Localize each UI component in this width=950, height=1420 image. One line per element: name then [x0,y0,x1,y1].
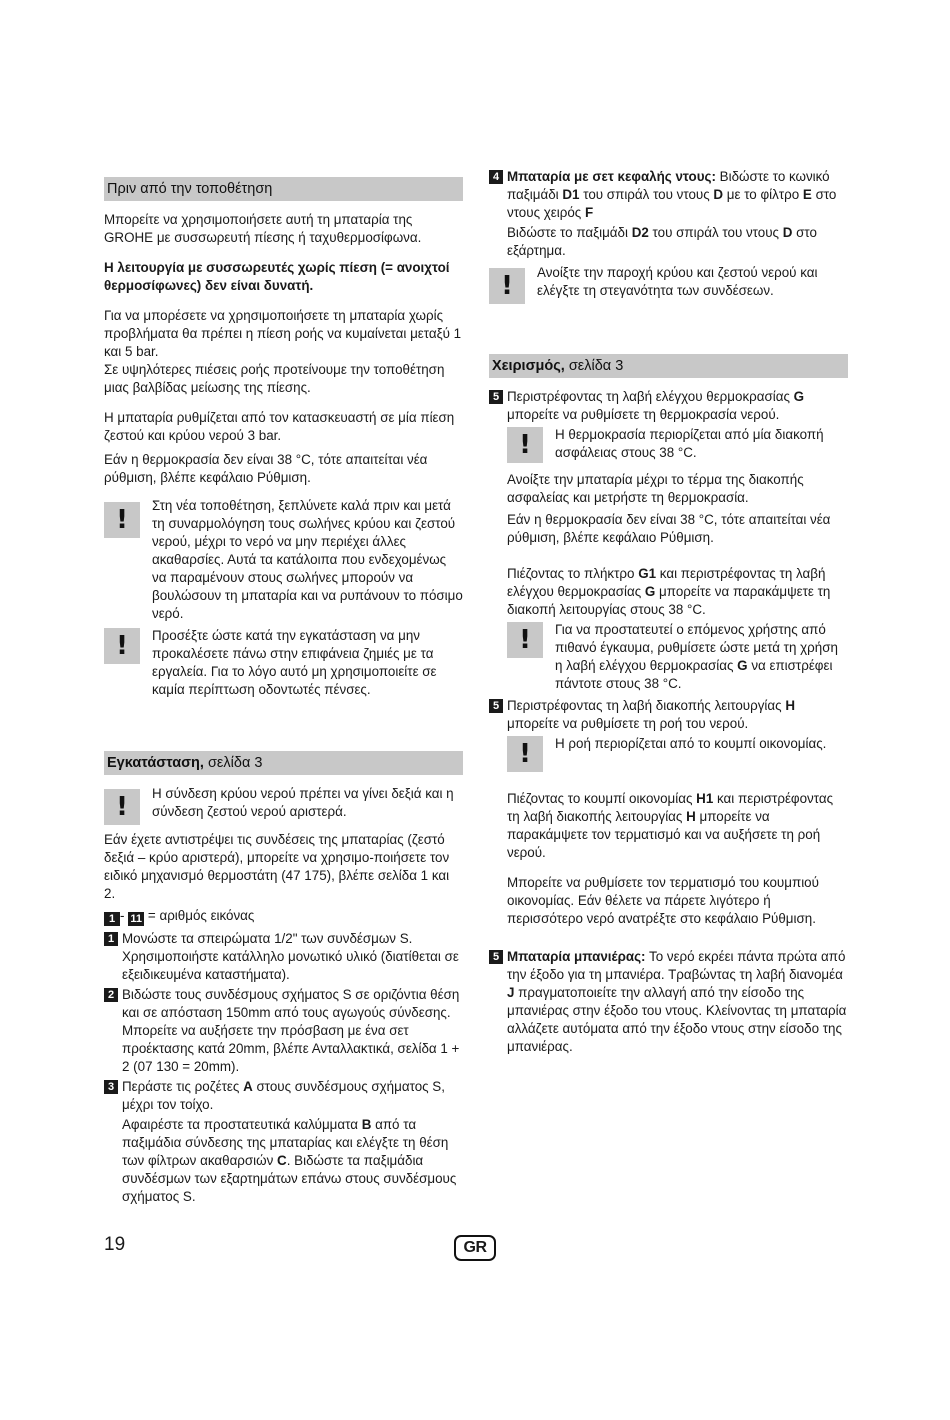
paragraph: Σε υψηλότερες πιέσεις ροής προτείνουμε την τοποθέτηση μιας βαλβίδας μείωσης της πίεσης. [104,362,445,395]
warning-block [104,497,463,623]
exclamation-icon: ! [507,427,543,463]
paragraph: Για να μπορέσετε να χρησιμοποιήσετε τη μπαταρία χωρίς προβλήματα θα πρέπει η πίεση ροής να κυμαίνεται μεταξύ 1 και 5 bar. [104,308,462,359]
paragraph: Εάν έχετε αντιστρέψει τις συνδέσεις της μπαταρίας (ζεστό δεξιά – κρύο αριστερά), μπορείτε να χρησιμο-ποιήσετε τον ειδικό μηχανισμό θερμοστάτη (47 175), βλέπε σελίδα 1 και 2. [104,832,450,901]
step-number-badge: 4 [489,170,503,184]
paragraph-bold: Η λειτουργία με συσσωρευτές χωρίς πίεση (= ανοιχτοί θερμοσίφωνες) δεν είναι δυνατή. [104,260,450,293]
step-number-badge: 5 [489,950,503,964]
warning-block [104,627,463,699]
figure-to-badge: 11 [128,912,144,926]
step-number-badge: 2 [104,988,118,1002]
step-3: 3 Περάστε τις ροζέτες A στους συνδέσμους σχήματος S, μέχρι τον τοίχο. [104,1078,463,1114]
step-3-continuation: Αφαιρέστε τα προστατευτικά καλύμματα B από τα παξιμάδια σύνδεσης της μπαταρίας και ελέγξτε τη θέση των φίλτρων ακαθαρσιών C. Βιδώστε τα παξιμάδια συνδέσμων των εξαρτημάτων επάνω στους συνδέσμους σχήματος S. [122,1117,457,1204]
country-code-badge: GR [454,1235,496,1261]
figure-from-badge: 1 [104,912,120,926]
figure-number-legend: 1 - 11 = αριθμός εικόνας [104,907,463,926]
warning-text: Η θερμοκρασία περιορίζεται από μία διακοπή ασφάλειας στους 38 °C. [555,427,824,460]
warning-block [104,785,463,825]
paragraph: Μπορείτε να ρυθμίσετε τον τερματισμό του κουμπιού οικονομίας. Εάν θέλετε να πάρετε λιγότερο ή περισσότερο νερό ανατρέξτε στο κεφάλαιο Ρύθμιση. [507,875,819,926]
step-number-badge: 5 [489,390,503,404]
warning-text: Η ροή περιορίζεται από το κουμπί οικονομίας. [555,736,827,751]
paragraph: Εάν η θερμοκρασία δεν είναι 38 °C, τότε απαιτείται νέα ρύθμιση, βλέπε κεφάλαιο Ρύθμιση. [104,452,428,485]
left-column [104,168,463,1210]
paragraph: Πιέζοντας το κουμπί οικονομίας H1 και περιστρέφοντας τη λαβή διακοπής λειτουργίας H μπορείτε να παρακάμψετε τον τερματισμό και να αυξήσετε τη ροή νερού. [507,791,834,860]
section-header-before-installation: Πριν από την τοποθέτηση [104,177,463,201]
operation-step-flow: 5 Περιστρέφοντας τη λαβή διακοπής λειτουργίας H μπορείτε να ρυθμίσετε τη ροή του νερού. [489,697,848,733]
warning-text: Η σύνδεση κρύου νερού πρέπει να γίνει δεξιά και η σύνδεση ζεστού νερού αριστερά. [152,786,454,819]
right-column [489,168,848,1058]
warning-block [489,735,848,772]
paragraph: Η μπαταρία ρυθμίζεται από τον κατασκευαστή σε μία πίεση ζεστού και κρύου νερού 3 bar. [104,410,455,443]
step-1: 1 Μονώστε τα σπειρώματα 1/2" των συνδέσμων S. Χρησιμοποιήστε κατάλληλο μονωτικό υλικό (διατίθεται σε εξειδικευμένα καταστήματα). [104,930,463,984]
warning-text: Προσέξτε ώστε κατά την εγκατάσταση να μην προκαλέσετε πάνω στην επιφάνεια ζημιές με τα εργαλεία. Για το λόγο αυτό μη χρησιμοποιείτε σε καμία περίπτωση οδοντωτές πένσες. [152,628,437,697]
paragraph: Ανοίξτε την μπαταρία μέχρι το τέρμα της διακοπής ασφαλείας και μετρήστε τη θερμοκρασία. [507,472,804,505]
step-number-badge: 3 [104,1080,118,1094]
warning-text: Για να προστατευτεί ο επόμενος χρήστης από πιθανό έγκαυμα, ρυθμίσετε ώστε μετά τη χρήση η λαβή ελέγχου θερμοκρασίας G να επιστρέφει πάντοτε στους 38 °C. [555,622,838,691]
exclamation-icon: ! [507,622,543,658]
warning-text: Ανοίξτε την παροχή κρύου και ζεστού νερού και ελέγξτε τη στεγανότητα των συνδέσεων. [537,265,818,298]
warning-block [489,621,848,693]
step-4-continuation: Βιδώστε το παξιμάδι D2 του σπιράλ του ντους D στο εξάρτημα. [507,225,817,258]
section-header-installation: Εγκατάσταση, σελίδα 3 [104,751,463,775]
paragraph: Μπορείτε να χρησιμοποιήσετε αυτή τη μπαταρία της GROHE με συσσωρευτή πίεσης ή ταχυθερμοσίφωνα. [104,212,422,245]
step-number-badge: 5 [489,699,503,713]
warning-block [489,264,848,304]
step-number-badge: 1 [104,932,118,946]
section-header-operation: Χειρισμός, σελίδα 3 [489,354,848,378]
operation-step-temperature: 5 Περιστρέφοντας τη λαβή ελέγχου θερμοκρασίας G μπορείτε να ρυθμίσετε τη θερμοκρασία νερού. [489,388,848,424]
exclamation-icon: ! [507,736,543,772]
exclamation-icon: ! [104,789,140,825]
operation-step-bath: 5 Μπαταρία μπανιέρας: Το νερό εκρέει πάντα πρώτα από την έξοδο για τη μπανιέρα. Τραβώντας τη λαβή διανομέα J πραγματοποιείτε την αλλαγή από την είσοδο της μπανιέρας στην έξοδο του ντους. Κλείνοντας τη μπαταρία αλλάζετε αυτόματα από την έξοδο ντους στην είσοδο της μπανιέρας. [489,948,848,1056]
step-4: 4 Μπαταρία με σετ κεφαλής ντους: Βιδώστε το κωνικό παξιμάδι D1 του σπιράλ του ντους D με το φίλτρο E στο ντους χειρός F [489,168,848,222]
page-number: 19 [104,1234,126,1255]
exclamation-icon: ! [104,502,140,538]
exclamation-icon: ! [104,628,140,664]
warning-block [489,426,848,463]
paragraph: Πιέζοντας το πλήκτρο G1 και περιστρέφοντας τη λαβή ελέγχου θερμοκρασίας G μπορείτε να παρακάμψετε τη διακοπή λειτουργίας στους 38 °C. [507,566,831,617]
exclamation-icon: ! [489,268,525,304]
warning-text: Στη νέα τοποθέτηση, ξεπλύνετε καλά πριν και μετά τη συναρμολόγηση τους σωλήνες κρύου και ζεστού νερού, μέχρι το νερό να μην περιέχει άλλες ακαθαρσίες. Αυτά τα κατάλοιπα που ενδεχομένως να παραμένουν στους σωλήνες μπορούν να βουλώσουν τη μπαταρία και να ρυπάνουν το πόσιμο νερό. [152,498,463,621]
paragraph: Εάν η θερμοκρασία δεν είναι 38 °C, τότε απαιτείται νέα ρύθμιση, βλέπε κεφάλαιο Ρύθμιση. [507,512,831,545]
step-2: 2 Βιδώστε τους συνδέσμους σχήματος S σε οριζόντια θέση και σε απόσταση 150mm από τους αγωγούς σύνδεσης. Μπορείτε να αυξήσετε την πρόσβαση με ένα σετ προέκτασης κατά 20mm, βλέπε Ανταλλακτικά, σελίδα 1 + 2 (07 130 = 20mm). [104,986,463,1076]
